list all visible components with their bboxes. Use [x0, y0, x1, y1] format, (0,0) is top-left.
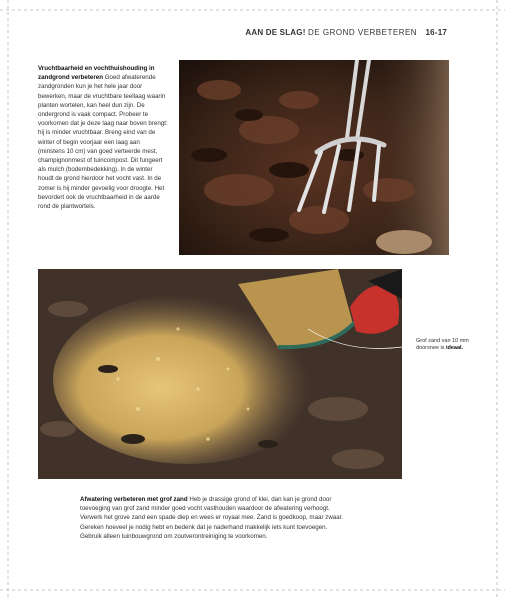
article-fertility	[38, 64, 168, 211]
article-drainage	[80, 495, 348, 541]
photo-caption	[416, 338, 476, 352]
photo-fork-compost	[179, 60, 449, 255]
article-drainage-body: Heb je drassige grond of klei, dan kan je grond door toevoeging van grof zand minder goed vocht vasthouden waardoor de afwatering verhoogt. Verwerk het grove zand een spade diep en wees er royaal mee. Zand is goedkoop, maar zwaar. Gereken hoeveel je nodig hebt en bedenk dat je naderhand makkelijk iets kunt toevoegen. Gebruik alleen tuinbouwgrond om zoutverontreiniging te voorkomen.	[80, 496, 344, 540]
page-numbers: 16-17	[425, 28, 447, 37]
article-drainage-heading: Afwatering verbeteren met grof zand	[80, 496, 188, 503]
header-chapter: DE GROND VERBETEREN	[308, 28, 418, 37]
photo-spade-grit	[38, 269, 402, 479]
article-fertility-heading: Vruchtbaarheid en vochthuishouding in zandgrond verbeteren	[38, 65, 155, 82]
caption-text: Grof zand van 10 mm doorsnee is	[416, 338, 469, 352]
running-header	[245, 28, 447, 37]
article-fertility-body: Goed afwaterende zandgronden kun je het hele jaar door bewerken, maar de vruchtbare teellaag waarin planten wortelen, kan heel dun zijn. De ondergrond is vaak compact. Probeer te voorkomen dat je deze laag naar boven brengt: hij is minder vruchtbaar. Breng eind van de winter of begin voorjaar een laag aan (minstens 10 cm) van goed verteerde mest, champignonmest of tuincompost. Dit fungeert als mulch (bodembedekking). In de winter houdt de grond hierdoor het vocht vast. In de zomer is hij minder gevoelig voor droogte. Het bevordert ook de vruchtbaarheid in de aarde rond de plantwortels.	[38, 74, 168, 211]
header-section: AAN DE SLAG!	[245, 28, 306, 37]
caption-emphasis: ideaal.	[445, 345, 464, 352]
